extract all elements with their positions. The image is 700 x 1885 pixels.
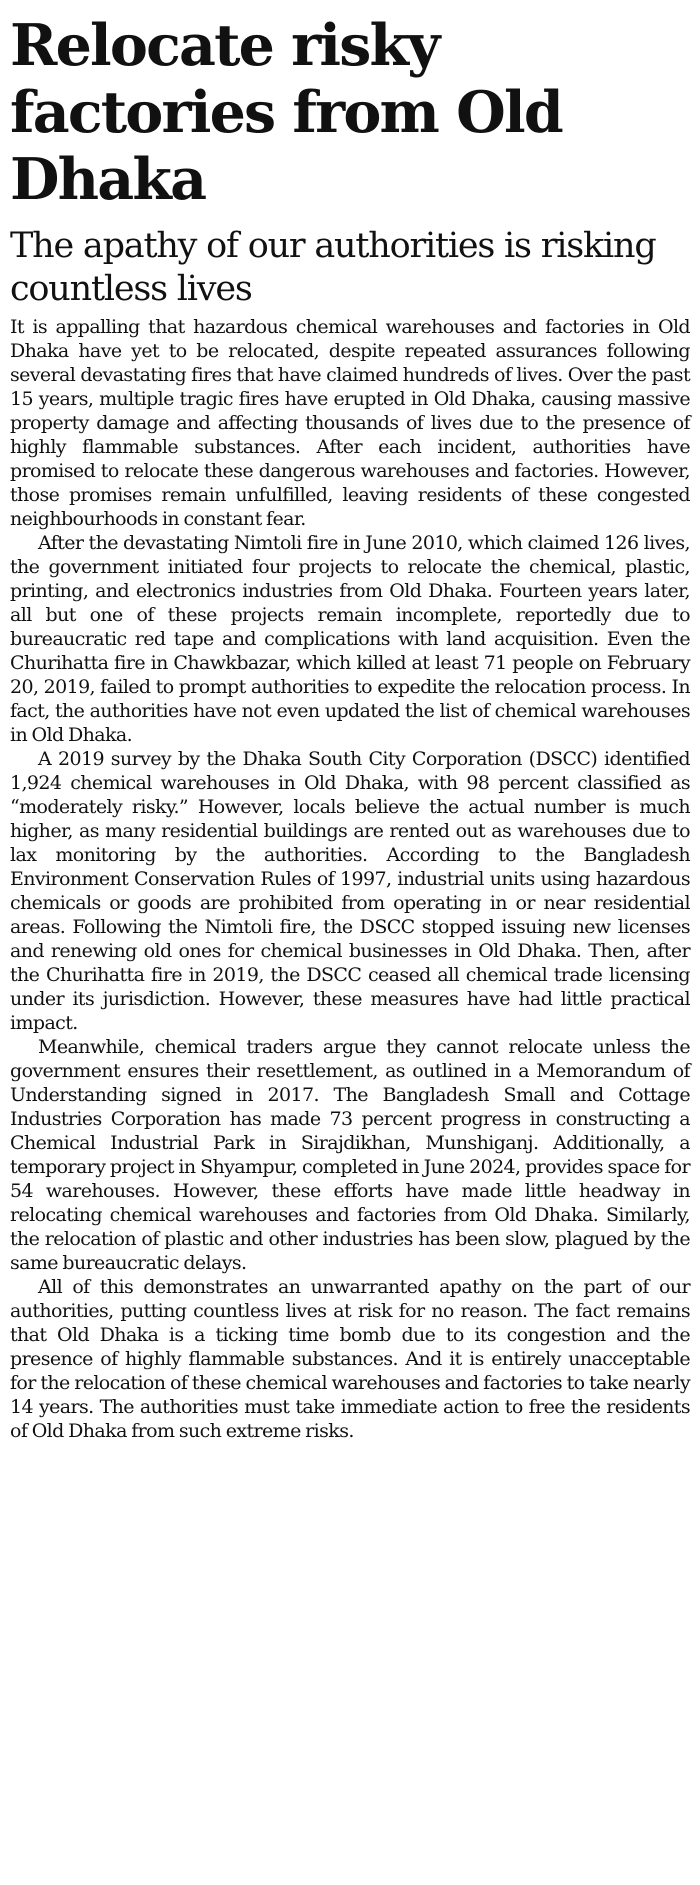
paragraph-1: It is appalling that hazardous chemical warehouses and factories in Old Dhaka have yet to be relocated, despite repeated assurances following several devastating fires that have claimed hundreds of lives. Over the past 15 years, multiple tragic fires have erupted in Old Dhaka, causing massive property damage and affecting thousands of lives due to the presence of highly flammable substances. After each incident, authorities have promised to relocate these dangerous warehouses and factories. However, those promises remain unfulfilled, leaving residents of these congested neighbourhoods in constant fear. [10, 316, 690, 530]
headline: Relocate risky factories from Old Dhaka [10, 12, 562, 213]
paragraph-3: A 2019 survey by the Dhaka South City Corporation (DSCC) identified 1,924 chemical warehouses in Old Dhaka, with 98 percent classified as “moderately risky.” However, locals believe the actual number is much higher, as many residential buildings are rented out as warehouses due to lax monitoring by the authorities. According to the Bangladesh Environment Conservation Rules of 1997, industrial units using hazardous chemicals or goods are prohibited from operating in or near residential areas. Following the Nimtoli fire, the DSCC stopped issuing new licenses and renewing old ones for chemical businesses in Old Dhaka. Then, after the Churihatta fire in 2019, the DSCC ceased all chemical trade licensing under its jurisdiction. However, these measures have had little practical impact. [10, 748, 690, 1034]
subheadline: The apathy of our authorities is risking countless lives [10, 226, 656, 309]
editorial-article [10, 12, 690, 1443]
article-body [10, 315, 690, 1443]
paragraph-2: After the devastating Nimtoli fire in June 2010, which claimed 126 lives, the government initiated four projects to relocate the chemical, plastic, printing, and electronics industries from Old Dhaka. Fourteen years later, all but one of these projects remain incomplete, reportedly due to bureaucratic red tape and complications with land acquisition. Even the Churihatta fire in Chawkbazar, which killed at least 71 people on February 20, 2019, failed to prompt authorities to expedite the relocation process. In fact, the authorities have not even updated the list of chemical warehouses in Old Dhaka. [10, 532, 690, 746]
paragraph-4: Meanwhile, chemical traders argue they cannot relocate unless the government ensures their resettlement, as outlined in a Memorandum of Understanding signed in 2017. The Bangladesh Small and Cottage Industries Corporation has made 73 percent progress in constructing a Chemical Industrial Park in Sirajdikhan, Munshiganj. Additionally, a temporary project in Shyampur, completed in June 2024, provides space for 54 warehouses. However, these efforts have made little headway in relocating chemical warehouses and factories from Old Dhaka. Similarly, the relocation of plastic and other industries has been slow, plagued by the same bureaucratic delays. [10, 1036, 690, 1274]
paragraph-5: All of this demonstrates an unwarranted apathy on the part of our authorities, putting countless lives at risk for no reason. The fact remains that Old Dhaka is a ticking time bomb due to its congestion and the presence of highly flammable substances. And it is entirely unacceptable for the relocation of these chemical warehouses and factories to take nearly 14 years. The authorities must take immediate action to free the residents of Old Dhaka from such extreme risks. [10, 1276, 690, 1442]
